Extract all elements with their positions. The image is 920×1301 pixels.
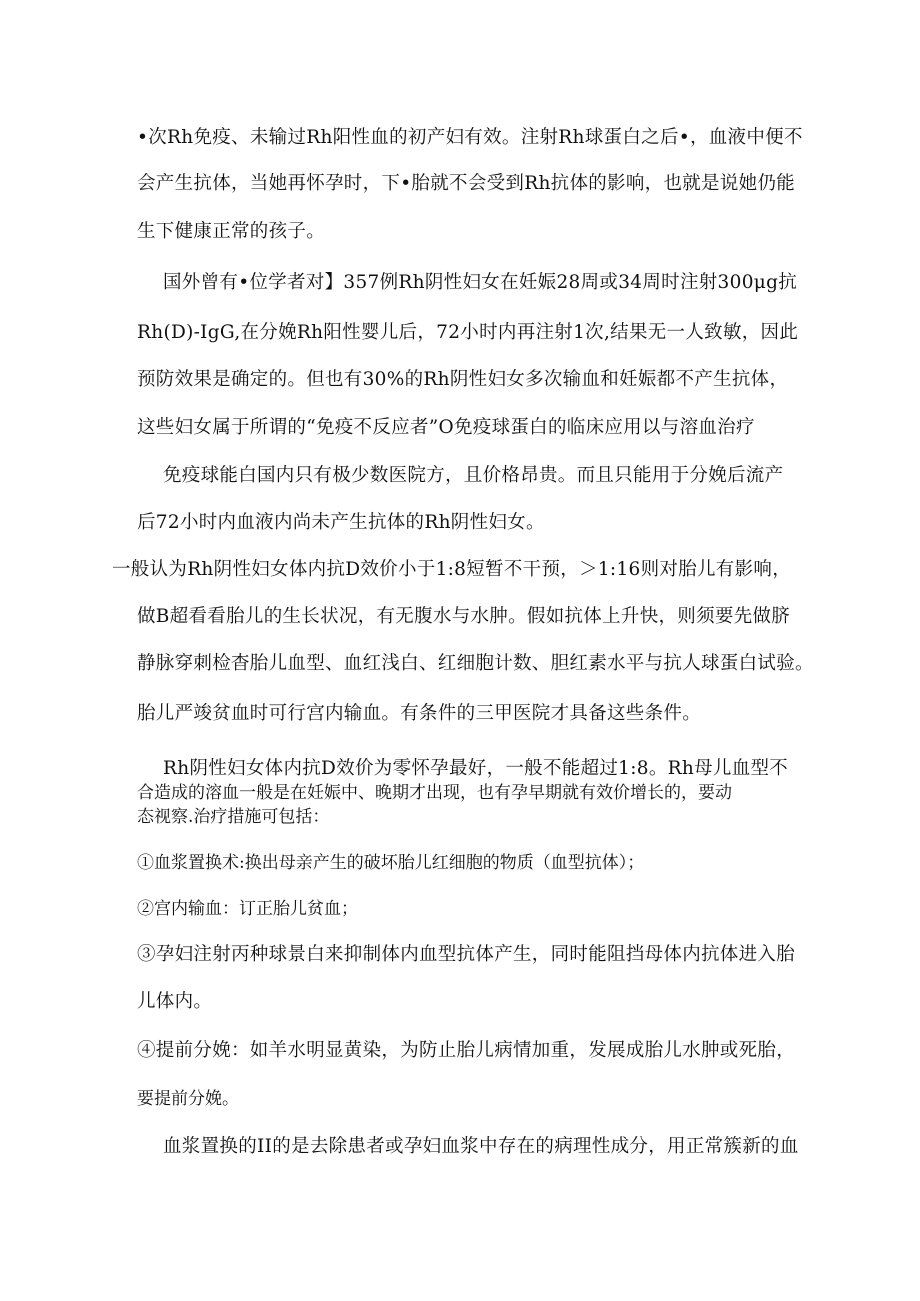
text-line: 胎儿严竣贫血时可行宫内输血。有条件的三甲医院才具备这些条件。	[137, 703, 702, 724]
text-line: 要提前分娩。	[137, 1089, 239, 1109]
text-line: Rh阴性妇女体内抗D效价为零怀孕最好，一般不能超过1:8。Rh母儿血型不	[163, 758, 789, 779]
text-line: 一般认为Rh阴性妇女体内抗D效价小于1:8短暂不干预，＞1:16则对胎儿有影响，	[112, 559, 791, 580]
text-line: 这些妇女属于所谓的“免疫不反应者”O免疫球蛋白的临床应用以与溶血治疗	[137, 417, 755, 438]
text-line: •次Rh免疫、未输过Rh阳性血的初产妇有效。注射Rh球蛋白之后•，血液中便不	[137, 127, 803, 148]
text-line: ②宫内输血：订正胎儿贫血；	[137, 899, 358, 919]
text-line: 静脉穿刺检杳胎儿血型、血红浅白、红细胞计数、胆红素水平与抗人球蛋白试验。	[137, 653, 814, 674]
text-line: 生下健康正常的孩子。	[137, 221, 326, 242]
text-line: Rh(D)-IgG,在分娩Rh阳性婴儿后，72小时内再注射1次,结果无一人致敏，因此	[137, 322, 799, 343]
text-line: 儿体内。	[137, 991, 213, 1012]
text-line: 血浆置换的II的是去除患者或孕妇血浆中存在的病理性成分，用正常簇新的血	[163, 1136, 799, 1157]
text-line: 国外曾有•位学者对】357例Rh阴性妇女在妊娠28周或34周时注射300μg抗	[163, 272, 798, 293]
text-line: 合造成的溶血一般是在妊娠中、晚期才出现，也有孕早期就有效价增长的，要动	[137, 783, 732, 803]
text-line: 预防效果是确定的。但也有30%的Rh阴性妇女多次输血和妊娠都不产生抗体，	[137, 369, 789, 390]
text-line: 做B超看看胎儿的生长状况，有无腹水与水肿。假如抗体上升快，则须要先做脐	[137, 606, 791, 627]
text-line: ①血浆置换术:换出母亲产生的破坏胎儿红细胞的物质（血型抗体）；	[137, 853, 645, 873]
text-line: ④提前分娩：如羊水明显黄染，为防止胎儿病情加重，发展成胎儿水肿或死胎，	[137, 1040, 796, 1061]
text-line: ③孕妇注射丙种球景白来抑制体内血型抗体产生，同时能阻挡母体内抗体进入胎	[137, 944, 796, 965]
text-line: 免疫球能白国内只有极少数医院方，且价格昂贵。而且只能用于分娩后流产	[163, 465, 784, 486]
text-line: 后72小时内血液内尚未产生抗体的Rh阴性妇女。	[137, 512, 545, 533]
text-line: 态视察.治疗措施可包括：	[137, 807, 330, 827]
text-line: 会产生抗体，当她再怀孕时，下•胎就不会受到Rh抗体的影响，也就是说她仍能	[137, 173, 796, 194]
